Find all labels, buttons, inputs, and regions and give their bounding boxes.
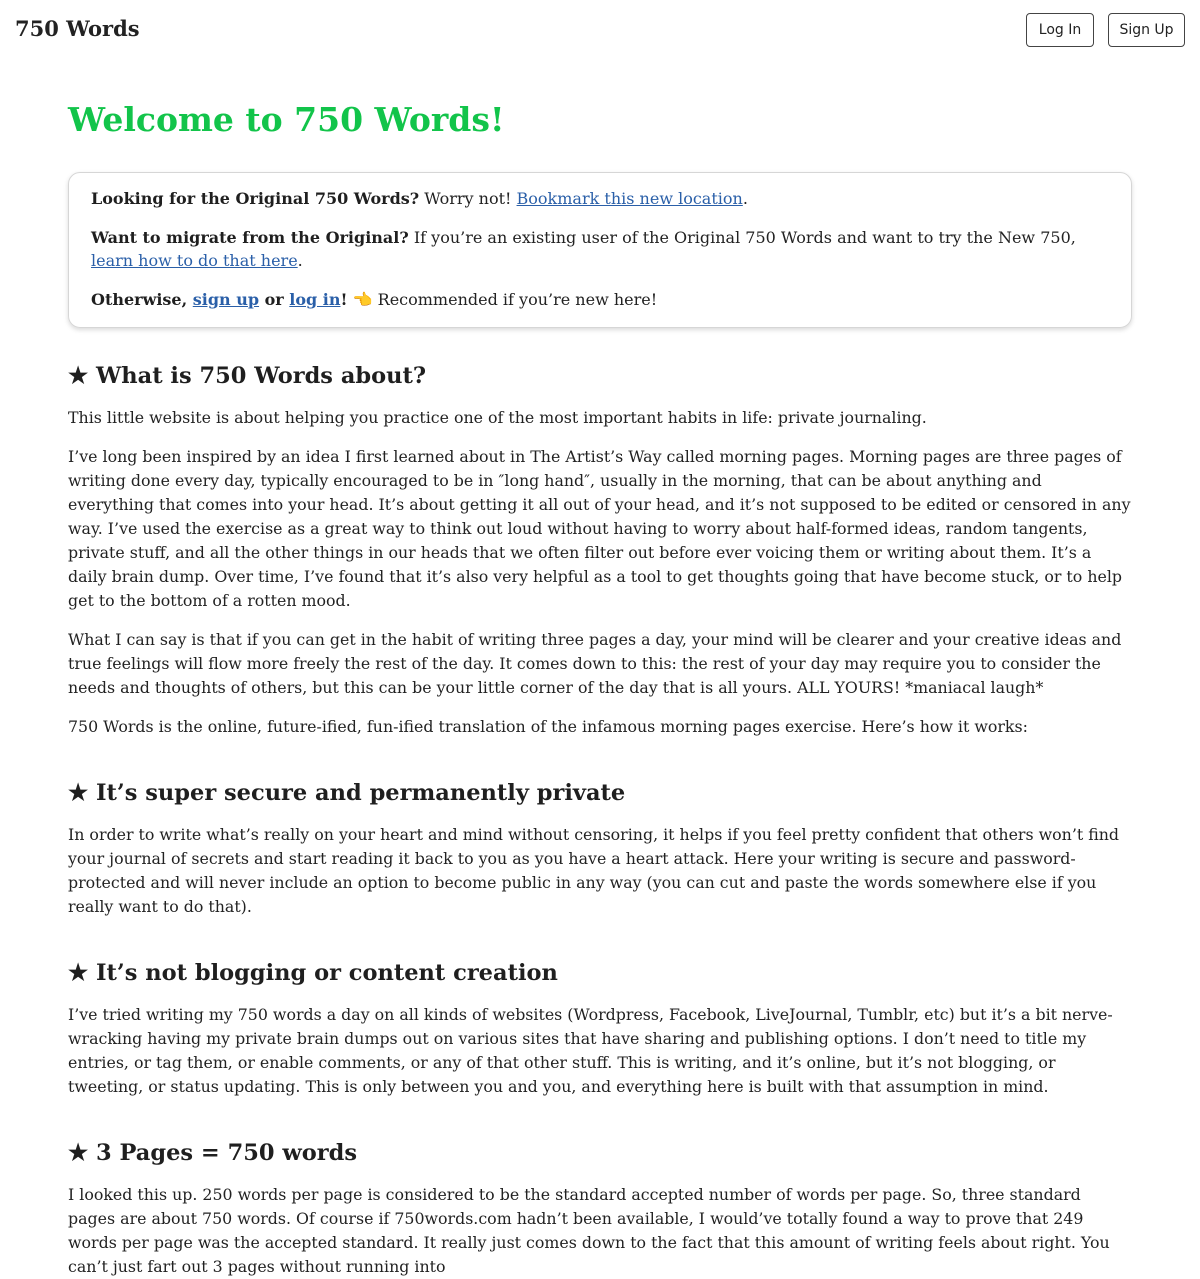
section-paragraph: I’ve long been inspired by an idea I first learned about in The Artist’s Way called morning pages. Morning pages are three pages of writing done every day, typically encouraged to be in ″long hand″, usually in the morning, that can be about anything and everything that comes into your head. It’s about getting it all out of your head, and it’s not supposed to be edited or censored in any way. I’ve used the exercise as a great way to think out loud without having to worry about half-formed ideas, random tangents, private stuff, and all the other things in our heads that we often filter out before ever voicing them or writing about them. It’s a daily brain dump. Over time, I’ve found that it’s also very helpful as a tool to get thoughts going that have become stuck, or to help get to the bottom of a rotten mood.: [68, 447, 1131, 610]
section-heading-not-blogging: ★ It’s not blogging or content creation: [68, 960, 558, 986]
login-link[interactable]: log in: [289, 289, 341, 309]
auth-buttons: [1026, 13, 1185, 47]
section-heading-three-pages: ★ 3 Pages = 750 words: [68, 1140, 358, 1166]
section-paragraph: What I can say is that if you can get in the habit of writing three pages a day, your mind will be clearer and your creative ideas and true feelings will flow more freely the rest of the day. It comes down to this: the rest of your day may require you to consider the needs and thoughts of others, but this can be your little corner of the day that is all yours. ALL YOURS! *maniacal laugh*: [68, 630, 1122, 697]
section-paragraph: This little website is about helping you practice one of the most important habits in life: private journaling.: [68, 408, 927, 427]
notice-migrate-heading: Want to migrate from the Original?: [91, 227, 409, 247]
recommended-text: 👈 Recommended if you’re new here!: [347, 289, 658, 309]
notice-box: [68, 172, 1132, 328]
bookmark-link[interactable]: Bookmark this new location: [516, 189, 743, 208]
top-nav: [0, 0, 1200, 60]
section-heading-secure: ★ It’s super secure and permanently private: [68, 780, 626, 806]
punctuation: .: [742, 189, 748, 208]
login-button[interactable]: Log In: [1026, 13, 1094, 47]
notice-original: [91, 187, 1109, 211]
notice-migrate: [91, 226, 1109, 273]
section-paragraph: I looked this up. 250 words per page is considered to be the standard accepted number of words per page. So, three standard pages are about 750 words. Of course if 750words.com hadn’t been available, I would’ve totally found a way to prove that 249 words per page was the accepted standard. It really just comes down to the fact that this amount of writing feels about right. You can’t just fart out 3 pages without running into: [68, 1185, 1110, 1276]
section-heading-about: ★ What is 750 Words about?: [68, 363, 427, 389]
page-title: Welcome to 750 Words!: [68, 100, 505, 139]
notice-original-heading: Looking for the Original 750 Words?: [91, 189, 420, 208]
notice-migrate-text: If you’re an existing user of the Original 750 Words and want to try the New 750,: [408, 227, 1076, 247]
main-content: [68, 102, 1132, 1279]
section-paragraph: In order to write what’s really on your heart and mind without censoring, it helps if you feel pretty confident that others won’t find your journal of secrets and start reading it back to you as you have a heart attack. Here your writing is secure and password-protected and will never include an option to become public in any way (you can cut and paste the words somewhere else if you really want to do that).: [68, 825, 1120, 916]
brand-logo[interactable]: 750 Words: [15, 16, 140, 41]
or-label: or: [259, 289, 290, 309]
notice-otherwise-bold: [91, 290, 348, 309]
section-paragraph: 750 Words is the online, future-ified, fun-ified translation of the infamous morning pages exercise. Here’s how it works:: [68, 717, 1028, 736]
signup-link[interactable]: sign up: [192, 289, 260, 309]
section-paragraph: I’ve tried writing my 750 words a day on all kinds of websites (Wordpress, Facebook, LiveJournal, Tumblr, etc) but it’s a bit nerve-wracking having my private brain dumps out on various sites that have sharing and publishing options. I don’t need to title my entries, or tag them, or enable comments, or any of that other stuff. This is writing, and it’s online, but it’s not blogging, or tweeting, or status updating. This is only between you and you, and everything here is built with that assumption in mind.: [68, 1005, 1113, 1096]
notice-original-text: Worry not!: [419, 189, 517, 208]
migrate-link[interactable]: learn how to do that here: [91, 251, 298, 270]
otherwise-label: Otherwise,: [91, 289, 193, 309]
exclamation: !: [340, 289, 348, 309]
signup-button[interactable]: Sign Up: [1108, 13, 1185, 47]
punctuation: .: [297, 251, 303, 270]
notice-otherwise: [91, 288, 1109, 312]
